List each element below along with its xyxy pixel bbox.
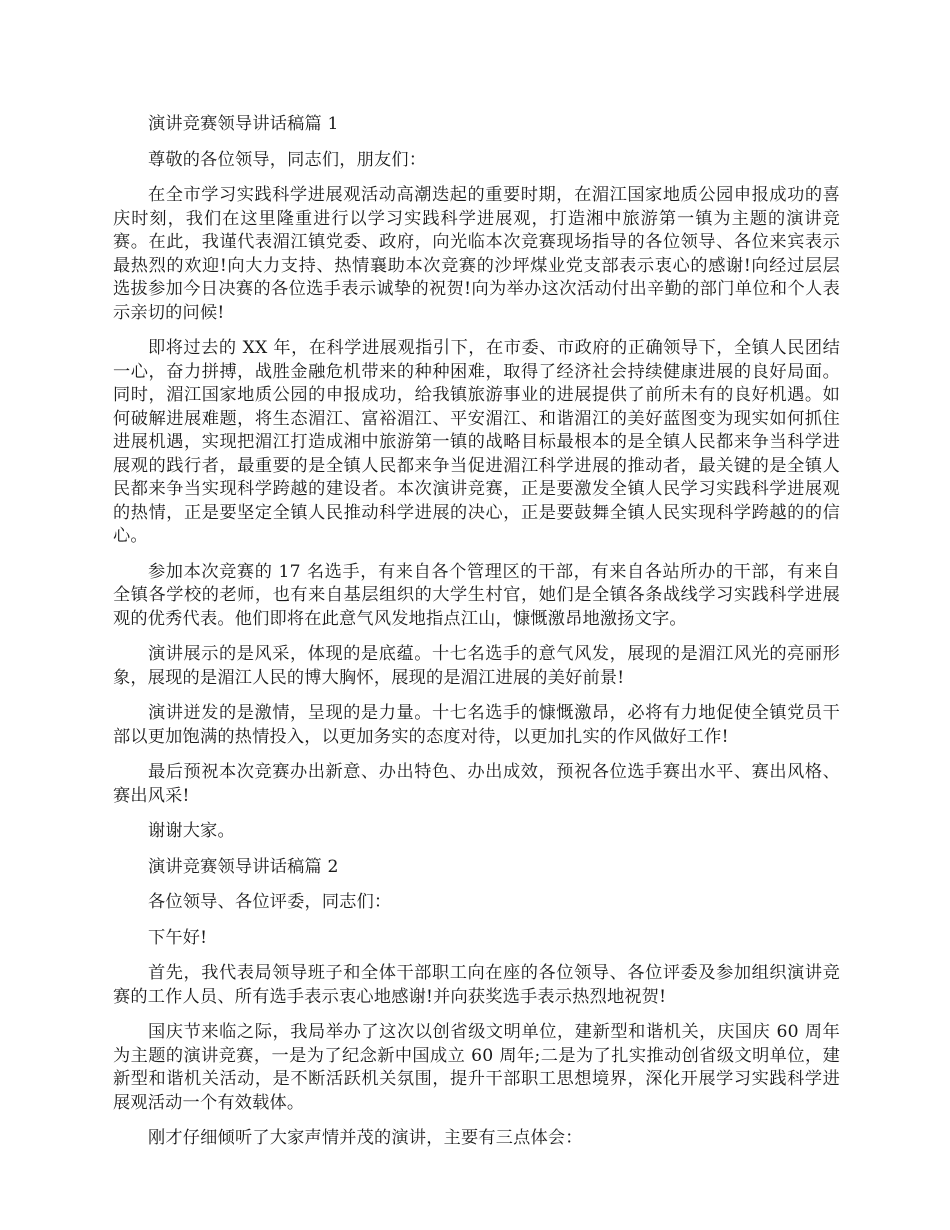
section-heading-1: 演讲竞赛领导讲话稿篇 1 xyxy=(148,114,339,134)
body-paragraph: 刚才仔细倾听了大家声情并茂的演讲，主要有三点体会： xyxy=(148,1128,583,1148)
body-paragraph: 即将过去的 XX 年，在科学进展观指引下，在市委、市政府的正确领导下，全镇人民团结一心，奋力拼搏，战胜金融危机带来的种种困难，取得了经济社会持续健康进展的良好局面。同时，湄江国家地质公园的申报成功，给我镇旅游事业的进展提供了前所未有的良好机遇。如何破解进展难题，将生态湄江、富裕湄江、平安湄江、和谐湄江的美好蓝图变为现实如何抓住进展机遇，实现把湄江打造成湘中旅游第一镇的战略目标最根本的是全镇人民都来争当科学进展观的践行者，最重要的是全镇人民都来争当促进湄江科学进展的推动者，最关键的是全镇人民都来争当实现科学跨越的建设者。本次演讲竞赛，正是要激发全镇人民学习实践科学进展观的热情，正是要坚定全镇人民推动科学进展的决心，正是要鼓舞全镇人民实现科学跨越的的信心。 xyxy=(113,338,840,546)
body-paragraph: 演讲迸发的是激情，呈现的是力量。十七名选手的慷慨激昂，必将有力地促使全镇党员干部以更加饱满的热情投入，以更加务实的态度对待，以更加扎实的作风做好工作! xyxy=(113,703,840,747)
salutation-paragraph-1: 尊敬的各位领导，同志们，朋友们： xyxy=(148,149,427,170)
body-paragraph: 参加本次竞赛的 17 名选手，有来自各个管理区的干部，有来自各站所办的干部，有来自全镇各学校的老师，也有来自基层组织的大学生村官，她们是全镇各条战线学习实践科学进展观的优秀代表。他们即将在此意气风发地指点江山，慷慨激昂地激扬文字。 xyxy=(113,561,840,629)
body-paragraph: 演讲展示的是风采，体现的是底蕴。十七名选手的意气风发，展现的是湄江风光的亮丽形象，展现的是湄江人民的博大胸怀，展现的是湄江进展的美好前景! xyxy=(113,644,840,688)
document-page xyxy=(113,113,840,1163)
salutation-paragraph-2: 各位领导、各位评委，同志们： xyxy=(148,892,392,912)
greeting-paragraph: 下午好! xyxy=(148,927,208,948)
body-paragraph: 首先，我代表局领导班子和全体干部职工向在座的各位领导、各位评委及参加组织演讲竞赛的工作人员、所有选手表示衷心地感谢!并向获奖选手表示热烈地祝贺! xyxy=(113,963,840,1007)
body-paragraph: 在全市学习实践科学进展观活动高潮迭起的重要时期，在湄江国家地质公园申报成功的喜庆时刻，我们在这里隆重进行以学习实践科学进展观，打造湘中旅游第一镇为主题的演讲竞赛。在此，我谨代表湄江镇党委、政府，向光临本次竞赛现场指导的各位领导、各位来宾表示最热烈的欢迎!向大力支持、热情襄助本次竞赛的沙坪煤业党支部表示衷心的感谢!向经过层层选拔参加今日决赛的各位选手表示诚挚的祝贺!向为举办这次活动付出辛勤的部门单位和个人表示亲切的问候! xyxy=(113,185,840,323)
body-paragraph: 国庆节来临之际，我局举办了这次以创省级文明单位，建新型和谐机关，庆国庆 60 周年为主题的演讲竞赛，一是为了纪念新中国成立 60 周年;二是为了扎实推动创省级文明单位，建新型和谐机关活动，是不断活跃机关氛围，提升干部职工思想境界，深化开展学习实践科学进展观活动一个有效载体。 xyxy=(113,1022,840,1113)
section-heading-2: 演讲竞赛领导讲话稿篇 2 xyxy=(148,856,339,877)
body-paragraph: 最后预祝本次竞赛办出新意、办出特色、办出成效，预祝各位选手赛出水平、赛出风格、赛出风采! xyxy=(113,762,840,806)
closing-paragraph: 谢谢大家。 xyxy=(148,821,235,841)
